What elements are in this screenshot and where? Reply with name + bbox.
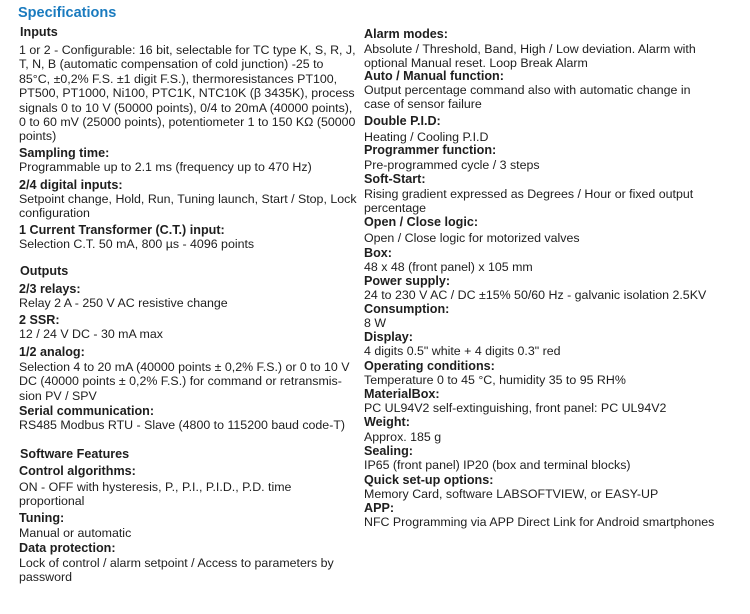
spec-value: sion PV / SPV <box>19 389 97 403</box>
spec-label: Power supply: <box>364 274 451 288</box>
section-heading: Outputs <box>20 264 69 278</box>
spec-value: RS485 Modbus RTU - Slave (4800 to 115200 baud code-T) <box>19 418 346 432</box>
spec-value: Memory Card, software LABSOFTVIEW, or EASY-UP <box>364 487 659 501</box>
spec-value: Selection 4 to 20 mA (40000 points ± 0,2% F.S.) or 0 to 10 V <box>19 360 350 374</box>
spec-value: Lock of control / alarm setpoint / Access to parameters by <box>19 556 334 570</box>
spec-value: Rising gradient expressed as Degrees / Hour or fixed output <box>364 187 694 201</box>
spec-label: Auto / Manual function: <box>364 69 504 83</box>
spec-label: Quick set-up options: <box>364 473 494 487</box>
spec-value: 8 W <box>364 316 387 330</box>
spec-label: Serial communication: <box>19 404 155 418</box>
spec-value: DC (40000 points ± 0,2% F.S.) for command or retransmis- <box>19 374 342 388</box>
spec-value: configuration <box>19 206 90 220</box>
spec-label: Consumption: <box>364 302 450 316</box>
spec-value: Output percentage command also with automatic change in <box>364 83 691 97</box>
spec-label: Programmer function: <box>364 143 497 157</box>
spec-label: 2/4 digital inputs: <box>19 178 123 192</box>
spec-value: Open / Close logic for motorized valves <box>364 231 580 245</box>
spec-value: 12 / 24 V DC - 30 mA max <box>19 327 163 341</box>
spec-label: Tuning: <box>19 511 65 525</box>
spec-value: IP65 (front panel) IP20 (box and terminal blocks) <box>364 458 631 472</box>
spec-value: password <box>19 570 73 584</box>
spec-label: Data protection: <box>19 541 116 555</box>
spec-value: Pre-programmed cycle / 3 steps <box>364 158 540 172</box>
spec-label: Weight: <box>364 415 410 429</box>
spec-label: Open / Close logic: <box>364 215 479 229</box>
spec-value: Programmable up to 2.1 ms (frequency up to 470 Hz) <box>19 160 312 174</box>
section-heading: Inputs <box>20 25 58 39</box>
spec-label: Control algorithms: <box>19 464 136 478</box>
spec-value: T, N, B (automatic compensation of cold junction) -25 to <box>19 57 324 71</box>
page-title: Specifications <box>18 5 117 21</box>
spec-value: case of sensor failure <box>364 97 482 111</box>
spec-label: 1/2 analog: <box>19 345 85 359</box>
spec-value: Temperature 0 to 45 °C, humidity 35 to 95 RH% <box>364 373 626 387</box>
spec-label: Operating conditions: <box>364 359 495 373</box>
spec-value: Manual or automatic <box>19 526 132 540</box>
spec-value: 0 to 60 mV (25000 points), potentiometer 1 to 150 KΩ (50000 <box>19 115 356 129</box>
spec-value: 85°C, ±0,2% F.S. ±1 digit F.S.), thermoresistances PT100, <box>19 72 338 86</box>
spec-value: 4 digits 0.5" white + 4 digits 0.3" red <box>364 344 561 358</box>
spec-value: PC UL94V2 self-extinguishing, front panel: PC UL94V2 <box>364 401 667 415</box>
spec-label: 2 SSR: <box>19 313 60 327</box>
spec-label: Soft-Start: <box>364 172 426 186</box>
spec-label: Display: <box>364 330 413 344</box>
spec-label: 2/3 relays: <box>19 282 81 296</box>
spec-value: PT500, PT1000, Ni100, PTC1K, NTC10K (β 3435K), process <box>19 86 355 100</box>
spec-label: Double P.I.D: <box>364 114 441 128</box>
spec-value: Setpoint change, Hold, Run, Tuning launch, Start / Stop, Lock <box>19 192 357 206</box>
spec-value: percentage <box>364 201 427 215</box>
spec-value: ON - OFF with hysteresis, P., P.I., P.I.D., P.D. time <box>19 480 292 494</box>
spec-value: 1 or 2 - Configurable: 16 bit, selectable for TC type K, S, R, J, <box>19 43 356 57</box>
spec-label: APP: <box>364 501 395 515</box>
spec-value: 24 to 230 V AC / DC ±15% 50/60 Hz - galvanic isolation 2.5KV <box>364 288 707 302</box>
spec-label: Alarm modes: <box>364 27 448 41</box>
spec-value: Approx. 185 g <box>364 430 442 444</box>
spec-value: proportional <box>19 494 85 508</box>
spec-value: optional Manual reset. Loop Break Alarm <box>364 56 588 70</box>
spec-label: 1 Current Transformer (C.T.) input: <box>19 223 225 237</box>
section-heading: Software Features <box>20 447 130 461</box>
spec-value: Relay 2 A - 250 V AC resistive change <box>19 296 228 310</box>
spec-label: Sampling time: <box>19 146 110 160</box>
spec-value: 48 x 48 (front panel) x 105 mm <box>364 260 533 274</box>
spec-value: Absolute / Threshold, Band, High / Low deviation. Alarm with <box>364 42 696 56</box>
spec-value: NFC Programming via APP Direct Link for Android smartphones <box>364 515 715 529</box>
spec-label: MaterialBox: <box>364 387 440 401</box>
spec-label: Box: <box>364 246 392 260</box>
spec-value: signals 0 to 10 V (50000 points), 0/4 to 20mA (40000 points), <box>19 101 353 115</box>
spec-value: Selection C.T. 50 mA, 800 µs - 4096 points <box>19 237 255 251</box>
spec-label: Sealing: <box>364 444 413 458</box>
spec-value: points) <box>19 129 57 143</box>
spec-value: Heating / Cooling P.I.D <box>364 130 489 144</box>
